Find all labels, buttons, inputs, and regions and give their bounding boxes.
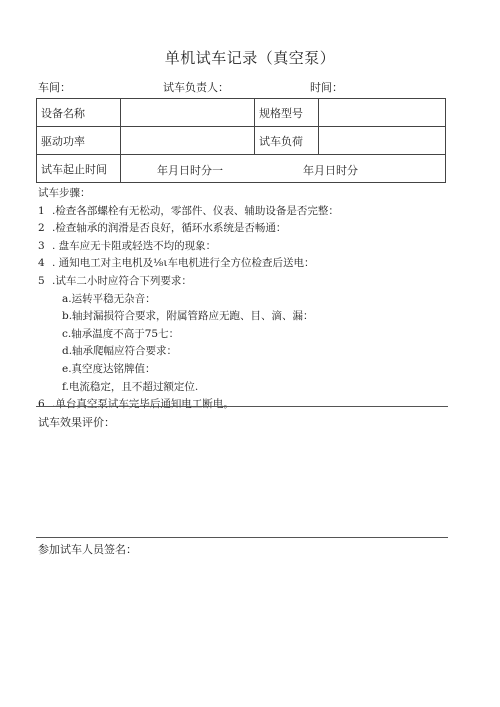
step-number: 3 <box>38 239 45 252</box>
device-name-field[interactable] <box>121 99 255 127</box>
divider <box>36 537 448 538</box>
step-number: 6 <box>38 398 45 411</box>
step-number: 2 <box>38 222 45 235</box>
sub-item: e.真空度达铭牌值： <box>62 362 156 375</box>
model-label: 规格型号 <box>255 99 319 127</box>
list-item <box>38 273 339 291</box>
start-end-time-label: 试车起止时间 <box>37 155 121 183</box>
equipment-info-table <box>36 98 446 183</box>
participants-label: 参加试车人员签名： <box>38 543 137 556</box>
step-text: .检查各部螺栓有无松动，零部件、仪表、辅助设备是否完整： <box>52 204 339 217</box>
drive-power-label: 驱动功率 <box>37 127 121 155</box>
sub-item: f.电流稳定，且不超过额定位. <box>62 380 199 393</box>
evaluation-label: 试车效果评价： <box>38 416 115 429</box>
list-item <box>38 396 339 414</box>
table-row <box>37 127 446 155</box>
step-number: 5 <box>38 274 45 287</box>
list-item <box>38 238 339 256</box>
list-item <box>38 255 339 273</box>
device-name-label: 设备名称 <box>37 99 121 127</box>
step-text: . 盘车应无卡阻或轻迭不均的现象： <box>52 239 217 252</box>
start-time-value: 年月日时分一 <box>157 164 223 177</box>
divider <box>36 406 448 407</box>
step-text: . 通知电工对主电机及⅛ι车电机进行全方位检查后送电： <box>52 257 315 270</box>
table-row <box>37 155 446 183</box>
step-text: .检查轴承的润滑是否良好，循环水系统是否畅通： <box>52 222 287 235</box>
model-field[interactable] <box>319 99 446 127</box>
step-text: .单台真空泵试车完毕后通知电工断电。 <box>52 398 234 411</box>
sub-item: c.轴承温度不高于75七： <box>62 327 180 340</box>
test-steps <box>38 185 339 414</box>
workshop-label: 车间： <box>38 81 71 94</box>
time-label: 时间： <box>310 81 343 94</box>
drive-power-field[interactable] <box>121 127 255 155</box>
steps-heading: 试车步骤： <box>38 187 91 199</box>
responsible-label: 试车负责人： <box>163 81 229 94</box>
step-text: .试车二小时应符合下列要求： <box>52 274 192 287</box>
page-title: 单机试车记录（真空泵） <box>164 49 336 67</box>
load-label: 试车负荷 <box>255 127 319 155</box>
end-time-value: 年月日时分 <box>303 164 358 177</box>
sub-item: d.轴承爬幅应符合要求： <box>62 345 178 358</box>
sub-item: b.轴封漏损符合要求，附属管路应无跑、目、滴、漏： <box>62 310 314 323</box>
list-item <box>38 203 339 221</box>
load-field[interactable] <box>319 127 446 155</box>
start-end-time-field[interactable] <box>121 155 446 183</box>
sub-item: a.运转平稳无杂音： <box>62 292 156 305</box>
list-item <box>38 220 339 238</box>
step-number: 4 <box>38 257 45 270</box>
table-row <box>37 99 446 127</box>
step-number: 1 <box>38 204 45 217</box>
